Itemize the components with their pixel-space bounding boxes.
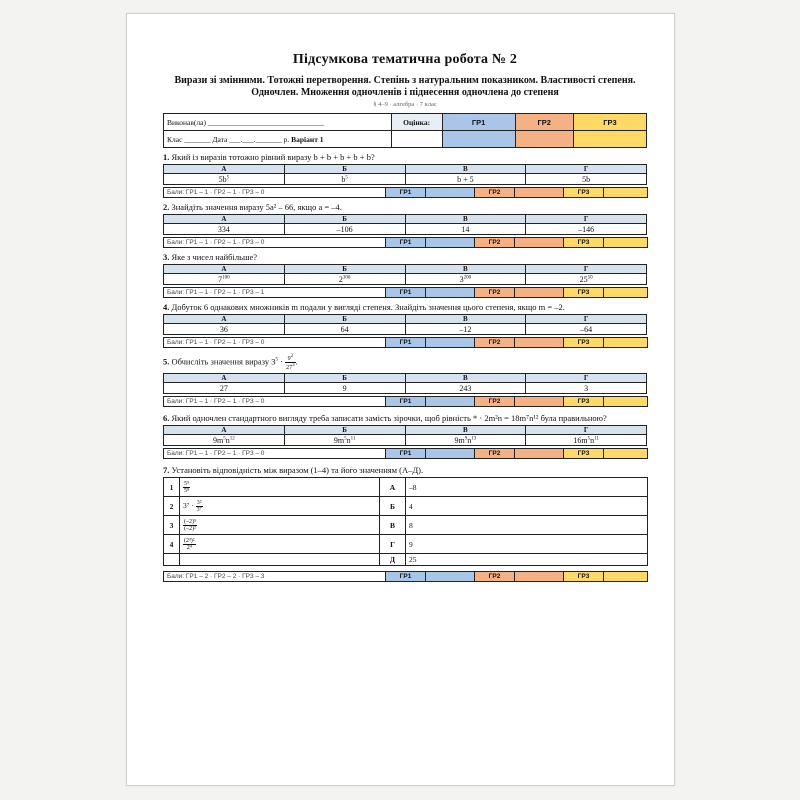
option-a: А [164,426,285,435]
gr1-cell[interactable] [426,188,475,198]
value-letter: В [380,516,406,535]
question-number: 2. [163,202,170,212]
answers-table-6 [163,425,647,446]
answer-a[interactable]: 334 [164,224,285,235]
question-5: 5. Обчисліть значення виразу $3^5$ · $\frac{9^2}{27^3}$ . [163,354,298,371]
gr3-label: ГР3 [564,449,604,459]
gr2-label: ГР2 [475,238,515,248]
value-letter: Г [380,535,406,554]
gr2-cell[interactable] [515,397,564,407]
gr1-label: ГР1 [386,572,426,582]
gr2-label: ГР2 [475,397,515,407]
gr2-label: ГР2 [515,114,573,131]
gr3-label: ГР3 [564,288,604,298]
question-7 [163,465,647,475]
gr2-cell[interactable] [515,188,564,198]
gr2-label: ГР2 [475,572,515,582]
option-c: В [405,215,526,224]
performer-field[interactable]: Виконав(ла) _______________________________ [164,114,392,131]
gr3-cell[interactable] [604,397,648,407]
answer-d[interactable]: 3 [526,383,647,394]
option-a: А [164,315,285,324]
expression-1: $\frac{\text{5⁹}}{\text{5⁸}}$ [180,478,380,497]
gr3-label: ГР3 [564,188,604,198]
score-row-3 [163,287,648,298]
option-d: Г [526,165,647,174]
gr3-cell[interactable] [573,131,646,148]
grade-label: Оцінка: [391,114,442,131]
expr-number: 3 [164,516,180,535]
question-1 [163,152,647,162]
question-text: Яке з чисел найбільше? [171,252,258,262]
gr1-cell[interactable] [426,238,475,248]
score-row-5 [163,396,648,407]
question-text: Установіть відповідність між виразом (1–4) та його значенням (А–Д). [171,465,424,475]
worksheet-content [163,52,647,582]
score-text: Бали: ГР1 – 1 · ГР2 – 1 · ГР3 – 0 [164,188,386,198]
option-b: Б [284,165,405,174]
class-date-field[interactable] [164,131,392,148]
question-text: Знайдіть значення виразу 5a² – 66, якщо a = –4. [171,202,342,212]
answer-c[interactable]: b + 5 [405,174,526,185]
score-text: Бали: ГР1 – 1 · ГР2 – 1 · ГР3 – 0 [164,449,386,459]
gr3-label: ГР3 [564,572,604,582]
option-d: Г [526,315,647,324]
answer-c[interactable]: $9m^9n^{13}$ [405,435,526,446]
option-b: Б [284,265,405,274]
gr2-cell[interactable] [515,238,564,248]
gr2-cell[interactable] [515,572,564,582]
option-d: Г [526,426,647,435]
gr2-cell[interactable] [515,131,573,148]
gr3-cell[interactable] [604,449,648,459]
gr2-cell[interactable] [515,449,564,459]
answer-c[interactable]: –12 [405,324,526,335]
gr1-cell[interactable] [426,572,475,582]
question-number: 4. [163,302,170,312]
gr1-cell[interactable] [426,338,475,348]
score-text: Бали: ГР1 – 1 · ГР2 – 1 · ГР3 – 0 [164,238,386,248]
value-letter: Д [380,554,406,566]
gr3-label: ГР3 [564,238,604,248]
expression-4: $\frac{\text{(2³)²}}{\text{2⁴}}$ [180,535,380,554]
answer-a[interactable]: 27 [164,383,285,394]
question-number: 5. [163,356,170,367]
option-c: В [405,315,526,324]
gr1-cell[interactable] [426,449,475,459]
question-3 [163,252,647,262]
answers-table-5 [163,373,647,394]
expression-2: 3⁷ · $\frac{\text{3²}}{\text{3⁷}}$ [180,497,380,516]
answer-b[interactable]: $9m^5n^{11}$ [284,435,405,446]
answer-d[interactable]: $16m^5n^{11}$ [526,435,647,446]
option-a: А [164,374,285,383]
gr1-cell[interactable] [426,397,475,407]
value-2: 4 [406,497,648,516]
expr-number: 2 [164,497,180,516]
option-a: А [164,165,285,174]
option-a: А [164,215,285,224]
option-d: Г [526,265,647,274]
value-4: 9 [406,535,648,554]
class-date-label: Клас _______ Дата ___.___._______ р. [167,134,290,144]
expr-number: 4 [164,535,180,554]
gr2-label: ГР2 [475,338,515,348]
answer-c[interactable]: $3^{200}$ [405,274,526,285]
gr3-cell[interactable] [604,188,648,198]
answer-b[interactable]: $2^{300}$ [284,274,405,285]
score-row-4 [163,337,648,348]
answer-c[interactable]: 14 [405,224,526,235]
gr3-label: ГР3 [573,114,646,131]
question-2 [163,202,647,212]
value-letter: А [380,478,406,497]
gr3-cell[interactable] [604,288,648,298]
score-text: Бали: ГР1 – 1 · ГР2 – 1 · ГР3 – 0 [164,397,386,407]
gr1-label: ГР1 [386,238,426,248]
question-6 [163,413,647,423]
question-text: Який одночлен стандартного вигляду треба записати замість зірочки, щоб рівність * · 2m²n = 18m⁷n¹² була правильною? [171,413,607,423]
fraction: $\frac{9^2}{27^3}$ [286,354,295,371]
score-row-1 [163,187,648,198]
score-row-6 [163,448,648,459]
answer-a[interactable]: $7^{100}$ [164,274,285,285]
option-c: В [405,374,526,383]
answer-a[interactable]: 36 [164,324,285,335]
option-b: Б [284,374,405,383]
answers-table-1 [163,164,647,185]
question-text: Який із виразів тотожно рівний виразу b + b + b + b + b? [171,152,375,162]
answer-d[interactable]: –64 [526,324,647,335]
gr2-label: ГР2 [475,188,515,198]
gr1-label: ГР1 [386,288,426,298]
question-number: 1. [163,152,170,162]
value-5: 25 [406,554,648,566]
gr3-label: ГР3 [564,397,604,407]
answer-c[interactable]: 243 [405,383,526,394]
page-subtitle: Вирази зі змінними. Тотожні перетворення. Степінь з натуральним показником. Властивості степеня. Одночлен. Множення одночленів і піднесення одночлена до степеня [174,75,636,98]
gr1-label: ГР1 [386,449,426,459]
gr3-cell[interactable] [604,338,648,348]
gr1-label: ГР1 [386,338,426,348]
answer-a[interactable]: $9m^5n^{12}$ [164,435,285,446]
gr1-label: ГР1 [386,397,426,407]
score-row-7 [163,571,648,582]
option-a: А [164,265,285,274]
answers-table-3 [163,264,647,285]
gr1-cell[interactable] [426,288,475,298]
gr3-cell[interactable] [604,572,648,582]
expr-number: 1 [164,478,180,497]
value-1: –8 [406,478,648,497]
score-row-2 [163,237,648,248]
answer-b[interactable]: $b^5$ [284,174,405,185]
answers-table-2 [163,214,647,235]
question-number: 3. [163,252,170,262]
answer-b[interactable]: 9 [284,383,405,394]
value-letter: Б [380,497,406,516]
option-b: Б [284,215,405,224]
answer-b[interactable]: 64 [284,324,405,335]
option-b: Б [284,426,405,435]
answer-d[interactable]: 5b [526,174,647,185]
page-title: Підсумкова тематична робота № 2 [292,52,518,67]
option-c: В [405,265,526,274]
gr2-cell[interactable] [515,288,564,298]
score-text: Бали: ГР1 – 2 · ГР2 – 2 · ГР3 – 3 [164,572,386,582]
value-3: 8 [406,516,648,535]
option-c: В [405,165,526,174]
answer-d[interactable]: –146 [526,224,647,235]
variant-label: Варіант 1 [291,134,324,144]
gr2-cell[interactable] [515,338,564,348]
expression-3: $\frac{\text{(–2)⁵}}{\text{(–2)²}}$ [180,516,380,535]
gr1-label: ГР1 [386,188,426,198]
gr1-label: ГР1 [442,114,515,131]
question-number: 6. [163,413,170,423]
answer-a[interactable]: $5b^5$ [164,174,285,185]
answer-d[interactable]: $25^{50}$ [526,274,647,285]
gr3-label: ГР3 [564,338,604,348]
answer-b[interactable]: –106 [284,224,405,235]
gr3-cell[interactable] [604,238,648,248]
question-4 [163,302,647,312]
answers-table-4 [163,314,647,335]
option-d: Г [526,374,647,383]
option-d: Г [526,215,647,224]
option-c: В [405,426,526,435]
score-text: Бали: ГР1 – 1 · ГР2 – 1 · ГР3 – 1 [164,288,386,298]
matching-table [163,477,648,566]
score-text: Бали: ГР1 – 1 · ГР2 – 1 · ГР3 – 0 [164,338,386,348]
student-info-table [163,113,647,148]
gr2-label: ГР2 [475,288,515,298]
question-number: 7. [163,465,170,475]
gr1-cell[interactable] [442,131,515,148]
question-text: Добуток 6 однакових множників m подали у вигляді степеня. Знайдіть значення цього степеня, якщо m = –2. [171,302,565,312]
grade-cell[interactable] [391,131,442,148]
page-meta: § 4–9 · алгебра · 7 клас [373,101,437,108]
worksheet-page [126,13,675,786]
gr2-label: ГР2 [475,449,515,459]
option-b: Б [284,315,405,324]
